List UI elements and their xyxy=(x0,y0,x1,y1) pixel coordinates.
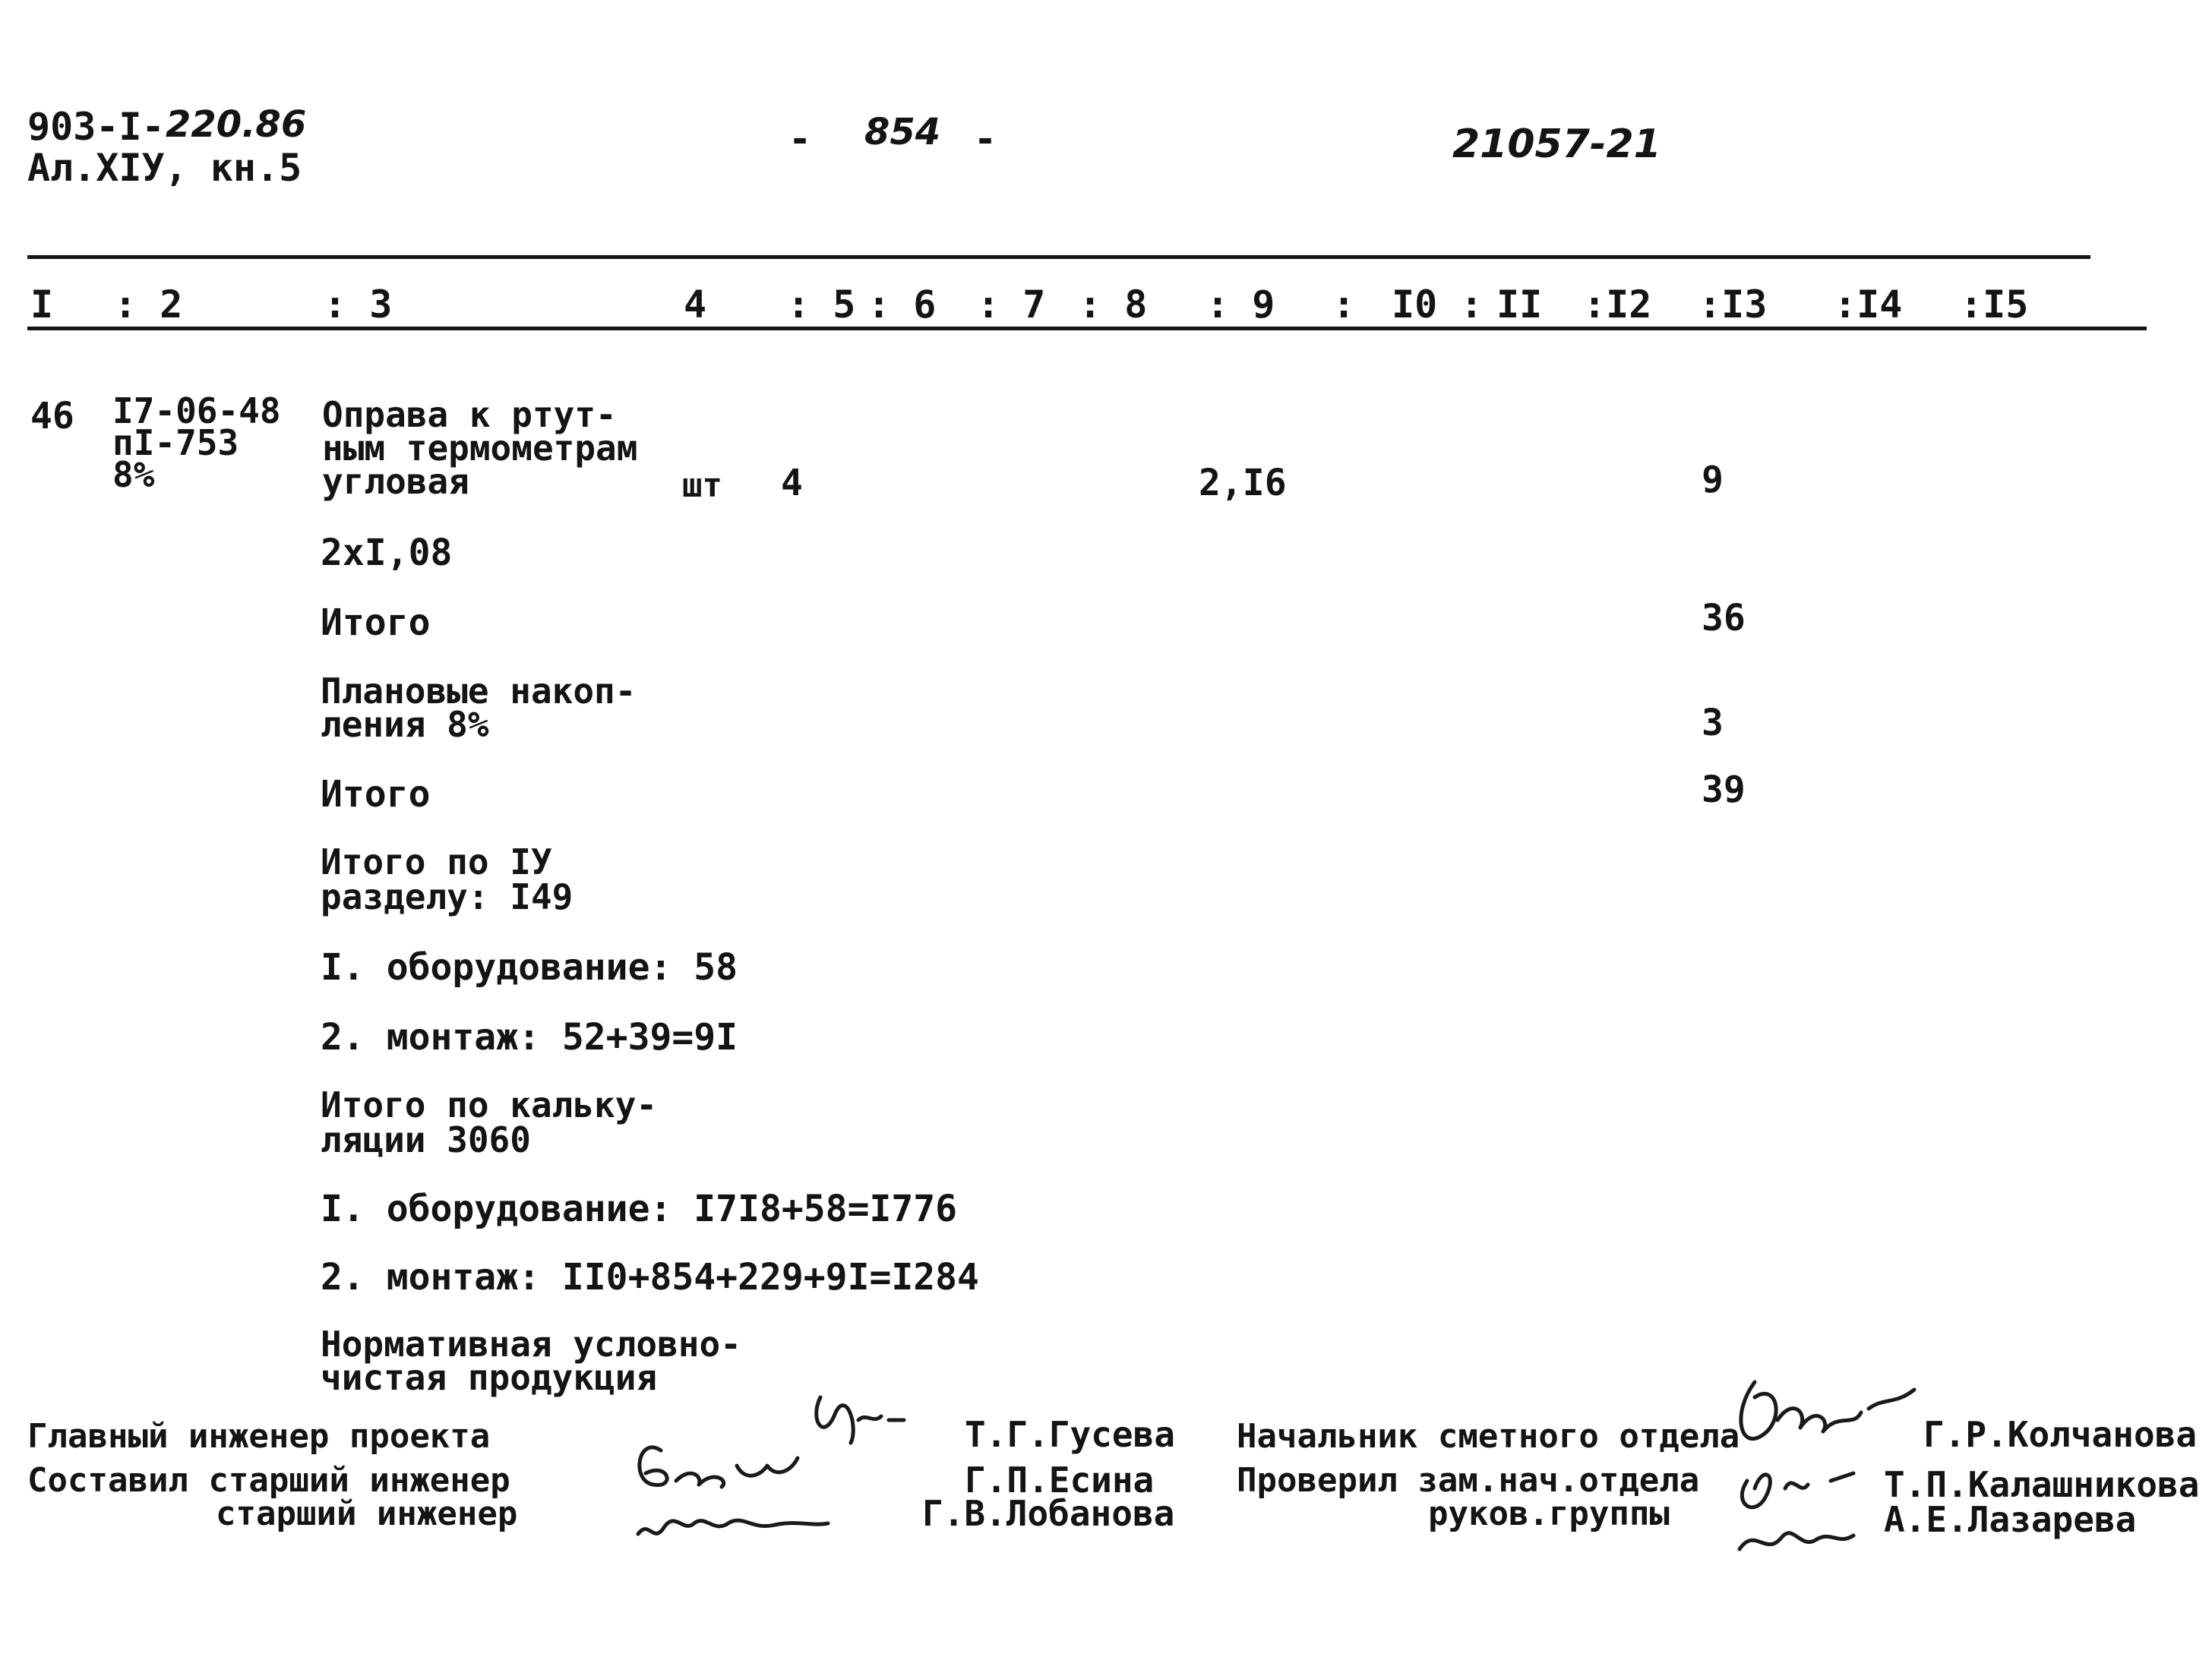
subtotal-label: Итого xyxy=(321,601,431,644)
column-number: : 5 xyxy=(787,282,856,327)
row-total: 9 xyxy=(1702,459,1724,501)
row-item-name xyxy=(322,394,638,502)
planned-savings xyxy=(321,671,637,745)
column-number: :I5 xyxy=(1960,282,2029,327)
signer-name: А.Е.Лазарева xyxy=(1884,1499,2137,1540)
signer-role: Составил старший инженер xyxy=(27,1461,510,1500)
row-code-line: I7-06-48 xyxy=(112,390,281,431)
signer-name: Г.П.Есина xyxy=(965,1460,1155,1501)
header-rule-top xyxy=(27,255,2090,259)
column-number: : xyxy=(1332,282,1356,327)
handwritten-signature xyxy=(1732,1367,1929,1564)
page-dash-right: - xyxy=(974,117,997,161)
column-number: :I2 xyxy=(1583,282,1652,327)
signer-role: Проверил зам.нач.отдела xyxy=(1237,1461,1700,1500)
subtotal-value: 36 xyxy=(1702,597,1746,639)
row-item-name-line: ным термометрам xyxy=(322,428,638,469)
formula: 2хI,08 xyxy=(321,532,453,574)
page-dash-left: - xyxy=(788,117,812,161)
row-item-name-line: угловая xyxy=(322,461,469,502)
calculation-total xyxy=(321,1084,658,1160)
row-unit: шт xyxy=(682,466,722,505)
section-total xyxy=(321,841,574,917)
column-number: II xyxy=(1496,282,1543,327)
column-number: : 2 xyxy=(114,282,183,327)
planned-savings-line: Плановые накоп- xyxy=(321,671,637,712)
signer-role: Главный инженер проекта xyxy=(27,1417,491,1456)
normative-output-line: Нормативная условно- xyxy=(321,1324,741,1365)
equipment-total: I. оборудование: I7I8+58=I776 xyxy=(321,1188,958,1230)
column-number: I xyxy=(30,282,54,327)
installation-subtotal: 2. монтаж: 52+39=9I xyxy=(321,1016,738,1059)
row-item-name-line: Оправа к ртут- xyxy=(322,394,617,435)
signer-name: Т.Г.Гусева xyxy=(965,1414,1175,1455)
doc-number-handwritten: 220.86 xyxy=(166,103,307,146)
header-rule-bottom xyxy=(27,327,2147,330)
signer-role: руков.группы xyxy=(1428,1494,1670,1533)
row-code-line: пI-753 xyxy=(112,422,239,463)
normative-output-line: чистая продукция xyxy=(321,1357,658,1398)
column-number: : 9 xyxy=(1206,282,1275,327)
signer-role: Начальник сметного отдела xyxy=(1237,1417,1740,1456)
normative-output xyxy=(321,1324,741,1398)
calculation-total-line: Итого по кальку- xyxy=(321,1084,658,1125)
signer-name: Т.П.Калашникова xyxy=(1884,1464,2200,1505)
signer-role: старший инженер xyxy=(216,1494,518,1533)
signer-name: Г.В.Лобанова xyxy=(922,1493,1175,1534)
column-number: : 3 xyxy=(324,282,393,327)
column-number: 4 xyxy=(684,282,707,327)
column-number: :I4 xyxy=(1834,282,1903,327)
planned-savings-line: ления 8% xyxy=(321,704,489,745)
signer-name: Г.Р.Колчанова xyxy=(1923,1414,2198,1455)
total-value: 39 xyxy=(1702,769,1746,811)
row-code xyxy=(112,390,281,495)
planned-savings-value: 3 xyxy=(1702,702,1724,744)
column-number: :I3 xyxy=(1698,282,1768,327)
column-number: : 8 xyxy=(1079,282,1148,327)
row-number: 46 xyxy=(30,395,74,437)
row-code-line: 8% xyxy=(112,454,155,495)
page-number-handwritten: 854 xyxy=(864,111,941,153)
column-number: I0 : xyxy=(1392,282,1484,327)
equipment-subtotal: I. оборудование: 58 xyxy=(321,946,738,989)
registration-stamp-handwritten: 21057-21 xyxy=(1452,122,1661,167)
calculation-total-line: ляции 3060 xyxy=(321,1119,531,1160)
album-reference: Ал.XIУ, кн.5 xyxy=(27,146,302,190)
section-total-line: разделу: I49 xyxy=(321,876,574,917)
row-unit-price: 2,I6 xyxy=(1199,462,1287,504)
doc-number-prefix: 903-I- xyxy=(27,105,165,149)
row-quantity: 4 xyxy=(781,462,803,504)
installation-total: 2. монтаж: II0+854+229+9I=I284 xyxy=(321,1256,979,1299)
column-number: : 7 xyxy=(977,282,1046,327)
section-total-line: Итого по IУ xyxy=(321,841,552,882)
column-number: : 6 xyxy=(867,282,937,327)
total-label: Итого xyxy=(321,773,431,816)
